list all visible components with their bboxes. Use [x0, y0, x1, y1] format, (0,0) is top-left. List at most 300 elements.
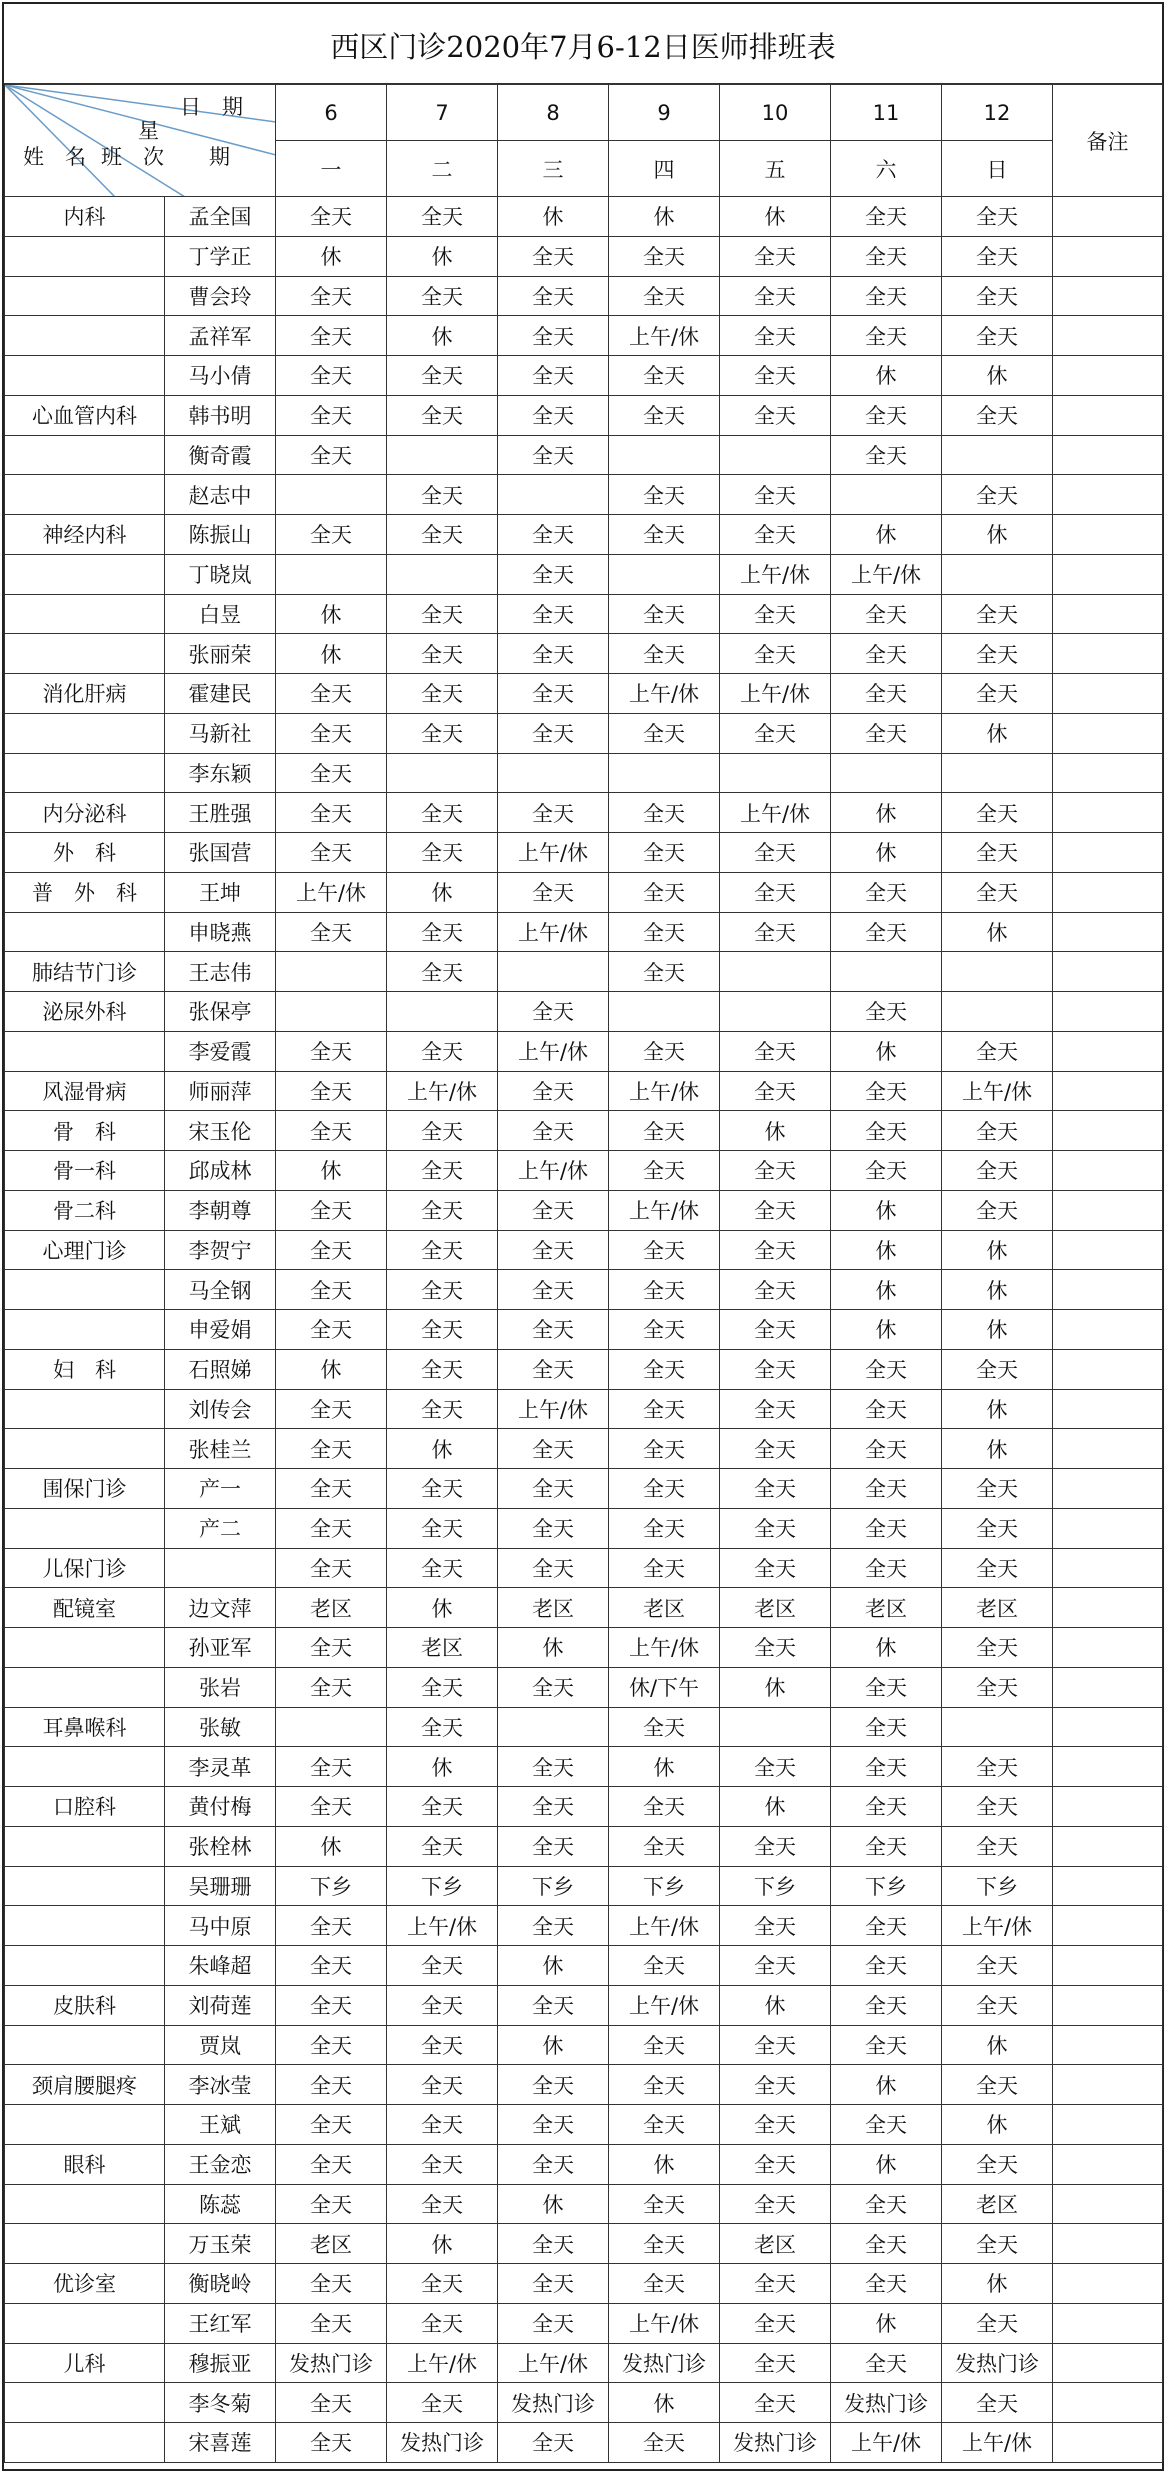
- shift-cell: 全天: [498, 594, 609, 634]
- table-row: [5, 1508, 1163, 1548]
- shift-cell: [942, 435, 1053, 475]
- shift-cell: 上午/休: [387, 1906, 498, 1946]
- shift-cell: 全天: [276, 2303, 387, 2343]
- shift-cell: 休: [720, 1985, 831, 2025]
- shift-cell: 上午/休: [498, 912, 609, 952]
- doctor-name-cell: 丁晓岚: [165, 554, 276, 594]
- header-corner-cell: [5, 85, 276, 197]
- shift-cell: [942, 952, 1053, 992]
- shift-cell: 全天: [387, 2264, 498, 2304]
- department-cell: [5, 1826, 165, 1866]
- shift-cell: 休: [831, 833, 942, 873]
- shift-cell: 休: [831, 793, 942, 833]
- shift-cell: 全天: [276, 515, 387, 555]
- shift-cell: 全天: [276, 793, 387, 833]
- doctor-name-cell: 韩书明: [165, 395, 276, 435]
- shift-cell: 全天: [609, 594, 720, 634]
- remarks-cell: [1053, 1588, 1163, 1628]
- remarks-cell: [1053, 1230, 1163, 1270]
- department-cell: [5, 554, 165, 594]
- shift-cell: 全天: [942, 2065, 1053, 2105]
- shift-cell: 全天: [387, 475, 498, 515]
- table-row: [5, 2383, 1163, 2423]
- shift-cell: 老区: [276, 1588, 387, 1628]
- table-row: [5, 952, 1163, 992]
- corner-week-label: 星: [138, 119, 159, 143]
- shift-cell: 全天: [942, 395, 1053, 435]
- shift-cell: 上午/休: [720, 793, 831, 833]
- table-row: [5, 2025, 1163, 2065]
- shift-cell: 全天: [831, 1747, 942, 1787]
- doctor-name-cell: 孙亚军: [165, 1628, 276, 1668]
- date-header: 6: [276, 85, 387, 141]
- shift-cell: 休: [720, 1787, 831, 1827]
- shift-cell: 全天: [387, 1310, 498, 1350]
- shift-cell: 全天: [387, 634, 498, 674]
- weekday-header: 四: [609, 141, 720, 197]
- shift-cell: 全天: [276, 316, 387, 356]
- table-row: [5, 912, 1163, 952]
- shift-cell: 全天: [831, 2343, 942, 2383]
- department-cell: 儿科: [5, 2343, 165, 2383]
- shift-cell: 全天: [387, 1826, 498, 1866]
- shift-cell: 全天: [276, 912, 387, 952]
- remarks-cell: [1053, 1548, 1163, 1588]
- shift-cell: 全天: [387, 1349, 498, 1389]
- shift-cell: [387, 554, 498, 594]
- shift-cell: 全天: [609, 1230, 720, 1270]
- shift-cell: [276, 554, 387, 594]
- shift-cell: 全天: [609, 1389, 720, 1429]
- shift-cell: 全天: [720, 833, 831, 873]
- date-header: 8: [498, 85, 609, 141]
- shift-cell: 全天: [942, 1111, 1053, 1151]
- shift-cell: 全天: [609, 1111, 720, 1151]
- remarks-cell: [1053, 1429, 1163, 1469]
- doctor-name-cell: 王胜强: [165, 793, 276, 833]
- department-cell: 颈肩腰腿疼: [5, 2065, 165, 2105]
- department-cell: [5, 594, 165, 634]
- remarks-cell: [1053, 1310, 1163, 1350]
- shift-cell: 休: [942, 1230, 1053, 1270]
- shift-cell: 全天: [387, 2065, 498, 2105]
- shift-cell: 休: [831, 515, 942, 555]
- shift-cell: 休: [609, 197, 720, 237]
- shift-cell: 全天: [720, 2065, 831, 2105]
- shift-cell: 全天: [498, 2144, 609, 2184]
- remarks-cell: [1053, 912, 1163, 952]
- table-row: [5, 1389, 1163, 1429]
- doctor-name-cell: 孟全国: [165, 197, 276, 237]
- shift-cell: 休: [498, 2025, 609, 2065]
- doctor-name-cell: 王斌: [165, 2105, 276, 2145]
- shift-cell: 全天: [831, 2184, 942, 2224]
- shift-cell: 全天: [831, 435, 942, 475]
- department-cell: [5, 2184, 165, 2224]
- shift-cell: 全天: [498, 356, 609, 396]
- shift-cell: 发热门诊: [498, 2383, 609, 2423]
- shift-cell: [276, 952, 387, 992]
- table-row: [5, 395, 1163, 435]
- shift-cell: [276, 475, 387, 515]
- shift-cell: 全天: [387, 1707, 498, 1747]
- shift-cell: 全天: [720, 1230, 831, 1270]
- shift-cell: 全天: [498, 1310, 609, 1350]
- table-row: [5, 1588, 1163, 1628]
- shift-cell: 全天: [831, 1071, 942, 1111]
- shift-cell: 全天: [387, 1270, 498, 1310]
- remarks-cell: [1053, 1349, 1163, 1389]
- table-row: [5, 1429, 1163, 1469]
- shift-cell: 下乡: [720, 1866, 831, 1906]
- shift-cell: 上午/休: [720, 674, 831, 714]
- shift-cell: 全天: [387, 594, 498, 634]
- shift-cell: 休: [942, 713, 1053, 753]
- department-cell: [5, 1031, 165, 1071]
- shift-cell: 全天: [942, 1031, 1053, 1071]
- shift-cell: 全天: [942, 872, 1053, 912]
- remarks-cell: [1053, 1667, 1163, 1707]
- shift-cell: 全天: [831, 1946, 942, 1986]
- shift-cell: 休: [720, 1667, 831, 1707]
- shift-cell: 全天: [720, 1628, 831, 1668]
- shift-cell: 全天: [609, 1787, 720, 1827]
- shift-cell: [498, 753, 609, 793]
- department-cell: 泌尿外科: [5, 992, 165, 1032]
- remarks-cell: [1053, 435, 1163, 475]
- shift-cell: [720, 1707, 831, 1747]
- department-cell: [5, 1508, 165, 1548]
- doctor-name-cell: 李冰莹: [165, 2065, 276, 2105]
- shift-cell: 全天: [720, 1508, 831, 1548]
- shift-cell: 上午/休: [498, 1031, 609, 1071]
- shift-cell: 上午/休: [942, 1906, 1053, 1946]
- table-row: [5, 2264, 1163, 2304]
- table-row: [5, 1031, 1163, 1071]
- shift-cell: 老区: [387, 1628, 498, 1668]
- shift-cell: 全天: [387, 276, 498, 316]
- table-row: [5, 1707, 1163, 1747]
- shift-cell: 全天: [942, 674, 1053, 714]
- shift-cell: 全天: [609, 1349, 720, 1389]
- shift-cell: 发热门诊: [387, 2423, 498, 2463]
- department-cell: [5, 276, 165, 316]
- shift-cell: 全天: [609, 236, 720, 276]
- doctor-name-cell: 衡奇霞: [165, 435, 276, 475]
- remarks-cell: [1053, 395, 1163, 435]
- shift-cell: [831, 753, 942, 793]
- shift-cell: 上午/休: [609, 1628, 720, 1668]
- shift-cell: 全天: [831, 992, 942, 1032]
- shift-cell: 全天: [720, 2184, 831, 2224]
- shift-cell: 全天: [387, 1389, 498, 1429]
- shift-cell: 全天: [498, 1508, 609, 1548]
- shift-cell: 老区: [942, 1588, 1053, 1628]
- shift-cell: 休: [831, 1031, 942, 1071]
- shift-cell: 全天: [831, 1151, 942, 1191]
- shift-cell: 全天: [498, 1826, 609, 1866]
- doctor-name-cell: 陈蕊: [165, 2184, 276, 2224]
- table-row: [5, 554, 1163, 594]
- department-cell: 肺结节门诊: [5, 952, 165, 992]
- remarks-cell: [1053, 2065, 1163, 2105]
- shift-cell: 上午/休: [609, 1985, 720, 2025]
- shift-cell: 全天: [942, 1548, 1053, 1588]
- shift-cell: 全天: [498, 276, 609, 316]
- doctor-name-cell: 刘传会: [165, 1389, 276, 1429]
- remarks-cell: [1053, 2105, 1163, 2145]
- department-cell: [5, 1866, 165, 1906]
- shift-cell: 休: [831, 2144, 942, 2184]
- shift-cell: 全天: [942, 316, 1053, 356]
- table-row: [5, 1548, 1163, 1588]
- shift-cell: 全天: [942, 1985, 1053, 2025]
- shift-cell: 全天: [387, 2144, 498, 2184]
- doctor-name-cell: 马新社: [165, 713, 276, 753]
- shift-cell: 上午/休: [498, 1389, 609, 1429]
- remarks-cell: [1053, 2184, 1163, 2224]
- shift-cell: 全天: [942, 276, 1053, 316]
- remarks-cell: [1053, 236, 1163, 276]
- remarks-cell: [1053, 2264, 1163, 2304]
- shift-cell: 休: [831, 2065, 942, 2105]
- corner-shift-label: 班 次: [101, 145, 164, 169]
- shift-cell: 全天: [720, 515, 831, 555]
- shift-cell: 全天: [942, 2224, 1053, 2264]
- shift-cell: 全天: [942, 1826, 1053, 1866]
- shift-cell: 全天: [720, 872, 831, 912]
- shift-cell: 全天: [276, 1548, 387, 1588]
- remarks-cell: [1053, 1866, 1163, 1906]
- remarks-cell: [1053, 2303, 1163, 2343]
- shift-cell: 全天: [831, 872, 942, 912]
- shift-cell: 全天: [609, 2105, 720, 2145]
- shift-cell: 全天: [720, 1151, 831, 1191]
- shift-cell: 发热门诊: [720, 2423, 831, 2463]
- department-cell: [5, 1946, 165, 1986]
- page-title: 西区门诊2020年7月6-12日医师排班表: [4, 4, 1162, 84]
- shift-cell: 全天: [720, 2144, 831, 2184]
- shift-cell: 全天: [720, 236, 831, 276]
- shift-cell: 全天: [609, 356, 720, 396]
- shift-cell: 全天: [276, 1667, 387, 1707]
- shift-cell: 休: [387, 1747, 498, 1787]
- shift-cell: 下乡: [498, 1866, 609, 1906]
- remarks-cell: [1053, 316, 1163, 356]
- table-row: [5, 2065, 1163, 2105]
- remarks-cell: [1053, 1787, 1163, 1827]
- date-header: 11: [831, 85, 942, 141]
- shift-cell: 全天: [831, 1429, 942, 1469]
- department-cell: 骨一科: [5, 1151, 165, 1191]
- table-row: [5, 2343, 1163, 2383]
- shift-cell: 全天: [609, 276, 720, 316]
- shift-cell: 全天: [831, 1985, 942, 2025]
- shift-cell: 全天: [498, 1111, 609, 1151]
- shift-cell: 休: [387, 2224, 498, 2264]
- table-row: [5, 1906, 1163, 1946]
- doctor-name-cell: 白昱: [165, 594, 276, 634]
- doctor-name-cell: 邱成林: [165, 1151, 276, 1191]
- shift-cell: 全天: [498, 674, 609, 714]
- department-cell: [5, 435, 165, 475]
- shift-cell: 下乡: [387, 1866, 498, 1906]
- remarks-cell: [1053, 197, 1163, 237]
- shift-cell: 上午/休: [942, 2423, 1053, 2463]
- table-row: [5, 753, 1163, 793]
- shift-cell: 全天: [609, 395, 720, 435]
- table-row: [5, 1667, 1163, 1707]
- doctor-name-cell: 马全钢: [165, 1270, 276, 1310]
- department-cell: 妇 科: [5, 1349, 165, 1389]
- shift-cell: 上午/休: [609, 2303, 720, 2343]
- doctor-name-cell: 曹会玲: [165, 276, 276, 316]
- schedule-sheet: [2, 2, 1164, 2471]
- remarks-cell: [1053, 1906, 1163, 1946]
- shift-cell: 上午/休: [276, 872, 387, 912]
- shift-cell: 休: [831, 1230, 942, 1270]
- remarks-cell: [1053, 1628, 1163, 1668]
- doctor-name-cell: 霍建民: [165, 674, 276, 714]
- shift-cell: 全天: [387, 2025, 498, 2065]
- department-cell: [5, 316, 165, 356]
- shift-cell: 全天: [831, 1508, 942, 1548]
- shift-cell: 全天: [276, 1389, 387, 1429]
- department-cell: [5, 2105, 165, 2145]
- weekday-header: 五: [720, 141, 831, 197]
- shift-cell: 下乡: [609, 1866, 720, 1906]
- shift-cell: [498, 1707, 609, 1747]
- shift-cell: 全天: [498, 793, 609, 833]
- shift-cell: 全天: [720, 713, 831, 753]
- table-row: [5, 992, 1163, 1032]
- shift-cell: 全天: [498, 1270, 609, 1310]
- doctor-name-cell: 张栓林: [165, 1826, 276, 1866]
- remarks-cell: [1053, 2423, 1163, 2463]
- shift-cell: 全天: [276, 1270, 387, 1310]
- shift-cell: 休: [276, 1826, 387, 1866]
- doctor-name-cell: 产一: [165, 1469, 276, 1509]
- shift-cell: 休: [276, 236, 387, 276]
- shift-cell: 休: [387, 872, 498, 912]
- doctor-name-cell: 李爱霞: [165, 1031, 276, 1071]
- shift-cell: 全天: [276, 1111, 387, 1151]
- department-cell: 心血管内科: [5, 395, 165, 435]
- doctor-name-cell: 张敏: [165, 1707, 276, 1747]
- shift-cell: 全天: [498, 2264, 609, 2304]
- shift-cell: 全天: [498, 713, 609, 753]
- shift-cell: 全天: [276, 2065, 387, 2105]
- shift-cell: [720, 753, 831, 793]
- remarks-cell: [1053, 1508, 1163, 1548]
- doctor-name-cell: 陈振山: [165, 515, 276, 555]
- doctor-name-cell: 石照娣: [165, 1349, 276, 1389]
- shift-cell: 上午/休: [942, 1071, 1053, 1111]
- shift-cell: 全天: [498, 435, 609, 475]
- table-row: [5, 674, 1163, 714]
- shift-cell: [720, 992, 831, 1032]
- shift-cell: 全天: [609, 1548, 720, 1588]
- shift-cell: 全天: [720, 1389, 831, 1429]
- doctor-name-cell: 吴珊珊: [165, 1866, 276, 1906]
- shift-cell: 全天: [942, 1667, 1053, 1707]
- shift-cell: 全天: [387, 2184, 498, 2224]
- doctor-name-cell: 朱峰超: [165, 1946, 276, 1986]
- shift-cell: 休: [498, 2184, 609, 2224]
- shift-cell: [276, 992, 387, 1032]
- shift-cell: 全天: [276, 1508, 387, 1548]
- shift-cell: 全天: [276, 356, 387, 396]
- doctor-name-cell: 张国营: [165, 833, 276, 873]
- remarks-cell: [1053, 713, 1163, 753]
- shift-cell: 全天: [609, 1946, 720, 1986]
- shift-cell: 全天: [387, 197, 498, 237]
- shift-cell: 全天: [498, 1071, 609, 1111]
- department-cell: [5, 634, 165, 674]
- shift-cell: 全天: [276, 1230, 387, 1270]
- shift-cell: 老区: [720, 1588, 831, 1628]
- shift-cell: 休: [387, 1588, 498, 1628]
- shift-cell: [498, 475, 609, 515]
- remarks-cell: [1053, 1270, 1163, 1310]
- shift-cell: 休: [276, 634, 387, 674]
- shift-cell: 全天: [387, 1111, 498, 1151]
- doctor-name-cell: 申晓燕: [165, 912, 276, 952]
- shift-cell: 全天: [276, 1190, 387, 1230]
- shift-cell: 全天: [276, 2184, 387, 2224]
- shift-cell: 全天: [720, 276, 831, 316]
- shift-cell: 全天: [498, 1349, 609, 1389]
- shift-cell: 休: [831, 2303, 942, 2343]
- table-row: [5, 2303, 1163, 2343]
- shift-cell: 全天: [609, 1826, 720, 1866]
- table-row: [5, 1628, 1163, 1668]
- department-cell: 耳鼻喉科: [5, 1707, 165, 1747]
- shift-cell: 全天: [609, 475, 720, 515]
- shift-cell: 全天: [387, 395, 498, 435]
- shift-cell: 全天: [498, 2423, 609, 2463]
- shift-cell: 全天: [720, 475, 831, 515]
- remarks-cell: [1053, 1707, 1163, 1747]
- doctor-name-cell: 师丽萍: [165, 1071, 276, 1111]
- doctor-name-cell: 穆振亚: [165, 2343, 276, 2383]
- weekday-header: 六: [831, 141, 942, 197]
- shift-cell: 休: [498, 1946, 609, 1986]
- doctor-name-cell: 黄付梅: [165, 1787, 276, 1827]
- shift-cell: 全天: [609, 1310, 720, 1350]
- shift-cell: 全天: [387, 912, 498, 952]
- shift-cell: 全天: [276, 2423, 387, 2463]
- shift-cell: 全天: [720, 395, 831, 435]
- shift-cell: [498, 952, 609, 992]
- shift-cell: 全天: [276, 435, 387, 475]
- shift-cell: 全天: [609, 793, 720, 833]
- shift-cell: 全天: [609, 2184, 720, 2224]
- shift-cell: 全天: [609, 1151, 720, 1191]
- shift-cell: 全天: [942, 1508, 1053, 1548]
- department-cell: 风湿骨病: [5, 1071, 165, 1111]
- shift-cell: 全天: [942, 594, 1053, 634]
- shift-cell: 全天: [609, 2423, 720, 2463]
- shift-cell: [720, 435, 831, 475]
- shift-cell: 休: [720, 197, 831, 237]
- shift-cell: 全天: [831, 2264, 942, 2304]
- shift-cell: 全天: [387, 1787, 498, 1827]
- shift-cell: 全天: [387, 833, 498, 873]
- doctor-name-cell: 张保亭: [165, 992, 276, 1032]
- shift-cell: 全天: [276, 2264, 387, 2304]
- department-cell: 普 外 科: [5, 872, 165, 912]
